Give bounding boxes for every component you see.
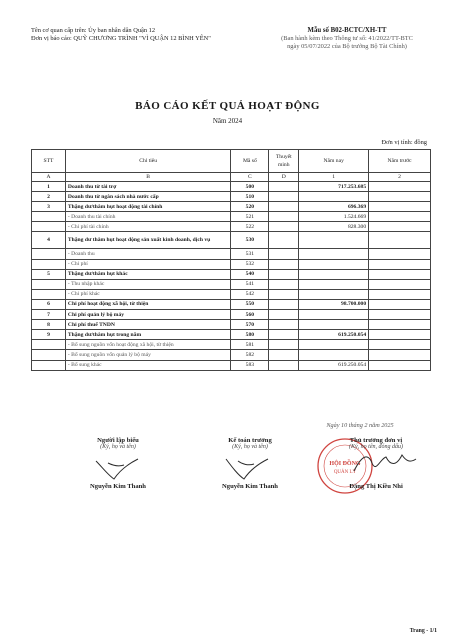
row-current-year xyxy=(299,350,369,360)
row-indicator: - Chi phí khác xyxy=(65,289,230,299)
row-indicator: Doanh thu từ ngân sách nhà nước cấp xyxy=(65,192,230,202)
row-previous-year xyxy=(369,299,431,309)
report-title: BÁO CÁO KẾT QUẢ HOẠT ĐỘNG xyxy=(135,100,320,112)
row-current-year xyxy=(299,259,369,269)
row-code: 522 xyxy=(231,222,269,232)
row-current-year: 619.250.054 xyxy=(299,330,369,340)
row-note xyxy=(269,279,299,289)
row-code: 570 xyxy=(231,320,269,330)
row-stt: 8 xyxy=(32,320,66,330)
row-indicator: Thặng dư/thâm hụt khác xyxy=(65,269,230,279)
row-code: 532 xyxy=(231,259,269,269)
row-note xyxy=(269,350,299,360)
row-stt: 4 xyxy=(32,232,66,249)
accountant-hint: (Ký, họ và tên) xyxy=(232,444,268,450)
row-stt: 2 xyxy=(32,192,66,202)
table-row xyxy=(32,310,431,320)
row-code: 560 xyxy=(231,310,269,320)
row-code: 540 xyxy=(231,269,269,279)
row-previous-year xyxy=(369,249,431,259)
letter-note: D xyxy=(269,173,299,182)
preparer-role: Người lập biểu xyxy=(97,437,139,444)
row-note xyxy=(269,222,299,232)
letter-previous: 2 xyxy=(369,173,431,182)
row-previous-year xyxy=(369,259,431,269)
reporting-unit: Đơn vị báo cáo: QUỸ CHƯƠNG TRÌNH "VÌ QUẬN 12 BÌNH YÊN" xyxy=(31,35,211,42)
row-indicator: - Bổ sung khác xyxy=(65,360,230,370)
row-previous-year xyxy=(369,360,431,370)
table-row xyxy=(32,350,431,360)
row-previous-year xyxy=(369,192,431,202)
row-current-year: 98.700.000 xyxy=(299,299,369,309)
row-current-year: 619.250.054 xyxy=(299,360,369,370)
row-stt: 6 xyxy=(32,299,66,309)
row-code: 541 xyxy=(231,279,269,289)
accountant-name: Nguyễn Kim Thanh xyxy=(222,483,278,490)
row-note xyxy=(269,182,299,192)
seal-text-2: QUẢN LÝ xyxy=(333,470,357,475)
table-body xyxy=(32,182,431,371)
row-code: 531 xyxy=(231,249,269,259)
row-note xyxy=(269,340,299,350)
header-previous-year: Năm trước xyxy=(369,150,431,173)
row-stt xyxy=(32,222,66,232)
head-role: Thủ trưởng đơn vị xyxy=(349,437,403,444)
table-row xyxy=(32,299,431,309)
header-code: Mã số xyxy=(231,150,269,173)
row-code: 550 xyxy=(231,299,269,309)
row-indicator: - Doanh thu tài chính xyxy=(65,212,230,222)
row-note xyxy=(269,192,299,202)
row-stt xyxy=(32,289,66,299)
row-stt: 5 xyxy=(32,269,66,279)
accountant-signature xyxy=(220,455,280,483)
row-current-year xyxy=(299,232,369,249)
header-note: Thuyết minh xyxy=(269,150,299,173)
table-header-row xyxy=(32,150,431,173)
superior-agency: Tên cơ quan cấp trên: Ủy ban nhân dân Quận 12 xyxy=(31,27,156,34)
table-row xyxy=(32,202,431,212)
row-stt: 3 xyxy=(32,202,66,212)
row-code: 530 xyxy=(231,232,269,249)
header-stt: STT xyxy=(32,150,66,173)
row-current-year xyxy=(299,320,369,330)
table-row xyxy=(32,330,431,340)
row-current-year xyxy=(299,269,369,279)
row-indicator: - Chi phí tài chính xyxy=(65,222,230,232)
row-indicator: - Chi phí xyxy=(65,259,230,269)
row-current-year: 1.524.669 xyxy=(299,212,369,222)
row-previous-year xyxy=(369,279,431,289)
row-note xyxy=(269,259,299,269)
row-previous-year xyxy=(369,340,431,350)
row-note xyxy=(269,330,299,340)
currency-unit: Đơn vị tính: đồng xyxy=(381,139,427,146)
row-current-year xyxy=(299,289,369,299)
head-name: Đặng Thị Kiều Nhi xyxy=(349,483,403,490)
preparer-hint: (Ký, họ và tên) xyxy=(100,444,136,450)
page-number: Trang - 1/1 xyxy=(409,628,437,634)
row-code: 521 xyxy=(231,212,269,222)
table-row xyxy=(32,232,431,249)
table-row xyxy=(32,340,431,350)
row-stt: 9 xyxy=(32,330,66,340)
accountant-signature-block xyxy=(190,437,310,490)
table-row xyxy=(32,182,431,192)
letter-code: C xyxy=(231,173,269,182)
column-letters-row xyxy=(32,173,431,182)
row-stt: 1 xyxy=(32,182,66,192)
row-code: 520 xyxy=(231,202,269,212)
preparer-signature xyxy=(88,455,148,483)
row-indicator: Chi phí quản lý bộ máy xyxy=(65,310,230,320)
row-current-year: 828.300 xyxy=(299,222,369,232)
row-code: 583 xyxy=(231,360,269,370)
row-indicator: Thặng dư/thâm hụt trong năm xyxy=(65,330,230,340)
form-note-2: ngày 05/07/2022 của Bộ trưởng Bộ Tài Chính) xyxy=(287,43,407,50)
head-hint: (Ký, họ tên, đóng dấu) xyxy=(349,444,403,450)
table-row xyxy=(32,279,431,289)
row-stt xyxy=(32,360,66,370)
row-indicator: - Doanh thu xyxy=(65,249,230,259)
row-current-year xyxy=(299,192,369,202)
preparer-signature-block xyxy=(58,437,178,490)
row-indicator: - Bổ sung nguồn vốn quản lý bộ máy xyxy=(65,350,230,360)
row-note xyxy=(269,360,299,370)
table-row xyxy=(32,212,431,222)
row-code: 582 xyxy=(231,350,269,360)
row-note xyxy=(269,320,299,330)
row-indicator: Thặng dư thâm hụt hoạt động sản xuất kinh doanh, dịch vụ xyxy=(65,232,230,249)
row-indicator: Chi phí hoạt động xã hội, từ thiện xyxy=(65,299,230,309)
row-previous-year xyxy=(369,350,431,360)
row-current-year xyxy=(299,310,369,320)
form-code: Mẫu số B02-BCTC/XH-TT xyxy=(307,27,387,34)
table-row xyxy=(32,269,431,279)
table-row xyxy=(32,222,431,232)
row-indicator: Thặng dư/thâm hụt hoạt động tài chính xyxy=(65,202,230,212)
row-note xyxy=(269,289,299,299)
report-year: Năm 2024 xyxy=(212,117,243,125)
preparer-name: Nguyễn Kim Thanh xyxy=(90,483,146,490)
report-date: Ngày 10 tháng 2 năm 2025 xyxy=(326,422,394,429)
row-note xyxy=(269,249,299,259)
row-stt xyxy=(32,350,66,360)
row-current-year xyxy=(299,279,369,289)
row-note xyxy=(269,232,299,249)
row-previous-year xyxy=(369,212,431,222)
row-previous-year xyxy=(369,232,431,249)
table-row xyxy=(32,289,431,299)
table-row xyxy=(32,259,431,269)
row-previous-year xyxy=(369,320,431,330)
row-current-year: 717.253.685 xyxy=(299,182,369,192)
row-note xyxy=(269,299,299,309)
row-note xyxy=(269,269,299,279)
row-previous-year xyxy=(369,289,431,299)
row-note xyxy=(269,212,299,222)
row-previous-year xyxy=(369,310,431,320)
row-previous-year xyxy=(369,330,431,340)
table-row xyxy=(32,249,431,259)
row-stt: 7 xyxy=(32,310,66,320)
header-current-year: Năm nay xyxy=(299,150,369,173)
row-indicator: Chi phí thuế TNDN xyxy=(65,320,230,330)
table-row xyxy=(32,360,431,370)
row-note xyxy=(269,310,299,320)
row-indicator: - Bổ sung nguồn vốn hoạt động xã hội, từ thiện xyxy=(65,340,230,350)
row-indicator: - Thu nhập khác xyxy=(65,279,230,289)
row-current-year: 696.369 xyxy=(299,202,369,212)
row-stt xyxy=(32,249,66,259)
row-code: 510 xyxy=(231,192,269,202)
row-code: 580 xyxy=(231,330,269,340)
letter-stt: A xyxy=(32,173,66,182)
issuer-block xyxy=(31,27,231,43)
table-row xyxy=(32,192,431,202)
accountant-role: Kế toán trưởng xyxy=(228,437,272,444)
row-code: 581 xyxy=(231,340,269,350)
row-previous-year xyxy=(369,222,431,232)
letter-current: 1 xyxy=(299,173,369,182)
row-previous-year xyxy=(369,269,431,279)
results-table xyxy=(31,149,431,371)
row-current-year xyxy=(299,249,369,259)
row-code: 500 xyxy=(231,182,269,192)
row-note xyxy=(269,202,299,212)
row-code: 542 xyxy=(231,289,269,299)
head-signature xyxy=(350,449,420,479)
row-previous-year xyxy=(369,202,431,212)
row-stt xyxy=(32,279,66,289)
row-current-year xyxy=(299,340,369,350)
row-stt xyxy=(32,340,66,350)
form-info-block xyxy=(262,27,432,51)
row-stt xyxy=(32,212,66,222)
row-indicator: Doanh thu từ tài trợ xyxy=(65,182,230,192)
header-indicator: Chỉ tiêu xyxy=(65,150,230,173)
row-previous-year xyxy=(369,182,431,192)
table-row xyxy=(32,320,431,330)
form-note-1: (Ban hành kèm theo Thông tư số: 41/2022/TT-BTC xyxy=(281,35,413,42)
row-stt xyxy=(32,259,66,269)
seal-text-1: HỘI ĐỒNG xyxy=(329,461,361,467)
letter-indicator: B xyxy=(65,173,230,182)
